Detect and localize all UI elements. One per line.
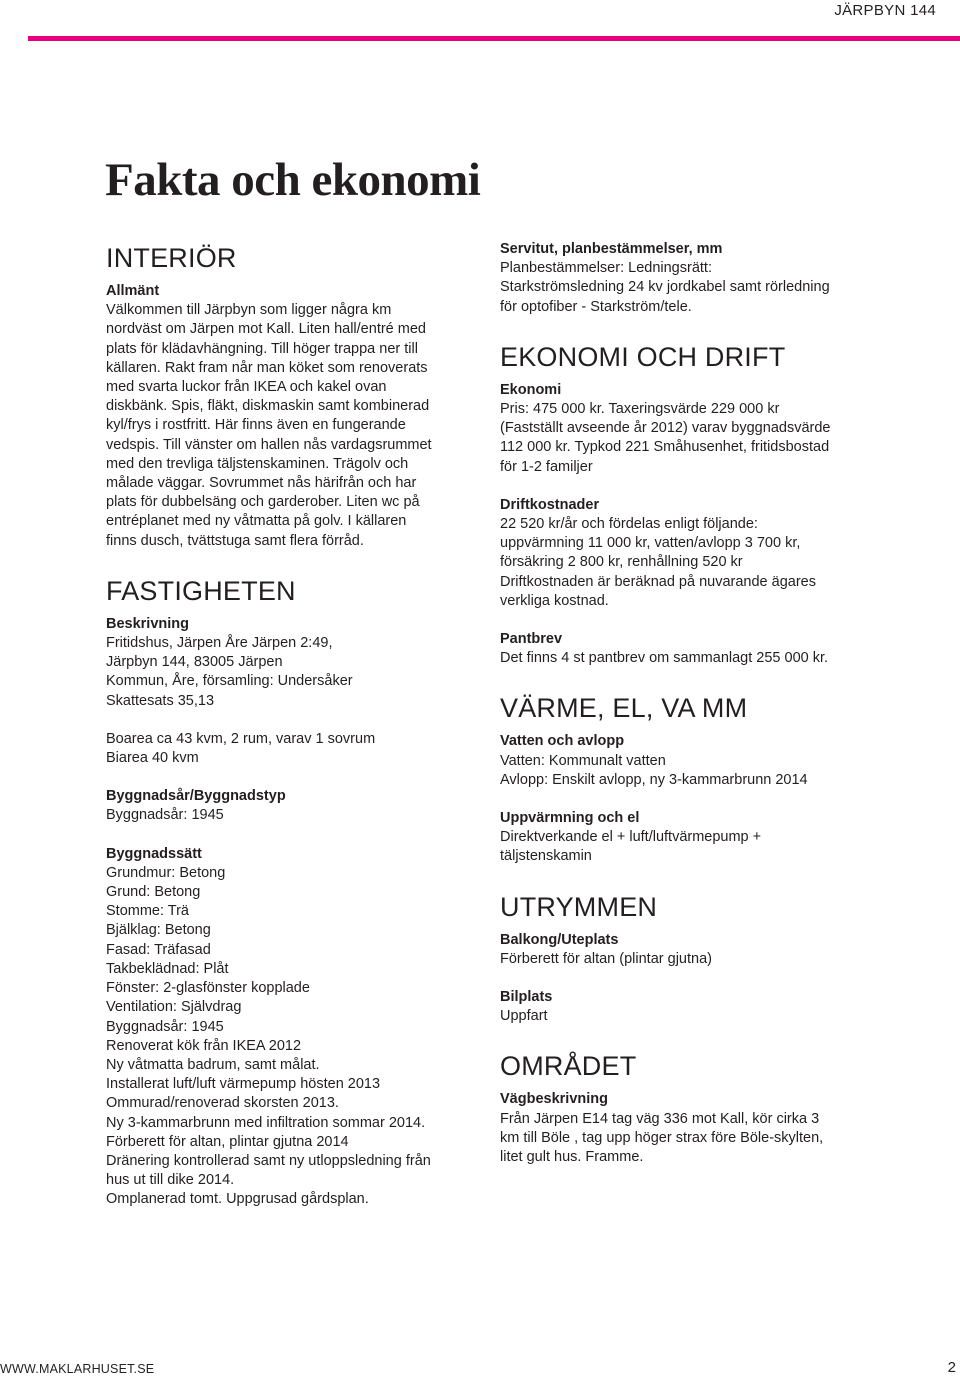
info-block: [500, 732, 880, 790]
body-text-line: Renoverat kök från IKEA 2012: [106, 1037, 302, 1054]
body-text-line: med svarta luckor från IKEA och kakel ovan: [106, 379, 387, 396]
body-text-line: källaren. Rakt fram når man köket som renoverats: [106, 359, 428, 376]
info-block: [500, 988, 880, 1026]
body-text-line: Boarea ca 43 kvm, 2 rum, varav 1 sovrum: [106, 730, 376, 747]
body-text-line: Grundmur: Betong: [106, 864, 226, 881]
body-text-line: Förberett för altan, plintar gjutna 2014: [106, 1133, 349, 1150]
body-text-line: entréplanet med ny våtmatta på golv. I källaren: [106, 513, 407, 530]
body-text-line: finns dusch, tvättstuga samt flera förråd.: [106, 532, 364, 549]
block-spacer: [500, 790, 880, 809]
body-text-line: kyl/frys i rostfritt. Här finns även en fungerande: [106, 417, 406, 434]
info-block: [500, 809, 880, 867]
block-subheading: Driftkostnader: [500, 496, 600, 513]
body-text-line: Dränering kontrollerad samt ny utloppsledning från: [106, 1152, 431, 1169]
body-text-line: (Fastställt avseende år 2012) varav byggnadsvärde: [500, 420, 831, 437]
body-text-line: vedspis. Till vänster om hallen nås vardagsrummet: [106, 436, 432, 453]
block-spacer: [106, 768, 472, 787]
body-text-line: Fönster: 2-glasfönster kopplade: [106, 980, 310, 997]
block-spacer: [500, 969, 880, 988]
section-fastigheten: [106, 573, 472, 1210]
body-text-line: Ommurad/renoverad skorsten 2013.: [106, 1095, 339, 1112]
body-text-line: för optofiber - Starkström/tele.: [500, 298, 692, 315]
section-servitut-planbestammelser-mm: [500, 240, 880, 317]
body-text-line: Fritidshus, Järpen Åre Järpen 2:49,: [106, 635, 333, 652]
body-text-line: Fasad: Träfasad: [106, 941, 211, 958]
info-block: [500, 1090, 880, 1167]
body-text-line: Starkströmsledning 24 kv jordkabel samt rörledning: [500, 279, 830, 296]
page-title: Fakta och ekonomi: [105, 154, 481, 206]
block-subheading: Ekonomi: [500, 381, 562, 398]
block-subheading: Beskrivning: [106, 615, 189, 632]
body-text-line: uppvärmning 11 000 kr, vatten/avlopp 3 700 kr,: [500, 535, 801, 552]
section-heading: VÄRME, EL, VA MM: [500, 693, 748, 724]
body-text-line: försäkring 2 800 kr, renhållning 520 kr: [500, 554, 743, 571]
section-heading: INTERIÖR: [106, 243, 237, 273]
body-text-line: Byggnadsår: 1945: [106, 1018, 224, 1035]
body-text-line: verkliga kostnad.: [500, 592, 609, 609]
header-accent-rule: [28, 36, 960, 41]
info-block: [500, 630, 880, 668]
section-heading: UTRYMMEN: [500, 891, 658, 922]
block-subheading: Bilplats: [500, 989, 553, 1006]
body-text-line: diskbänk. Spis, fläkt, diskmaskin samt kombinerad: [106, 398, 430, 415]
body-text-line: 112 000 kr. Typkod 221 Småhusenhet, fritidsbostad: [500, 439, 830, 456]
body-text-line: med den trevliga täljstenskaminen. Trägolv och: [106, 455, 409, 472]
info-block: [106, 787, 472, 825]
info-block: [106, 282, 472, 551]
body-text-line: Planbestämmelser: Ledningsrätt:: [500, 260, 712, 277]
info-block: [500, 240, 880, 317]
info-block: [500, 381, 880, 477]
body-text-line: plats för dubbelsäng och garderober. Liten wc på: [106, 494, 420, 511]
body-text-line: Takbeklädnad: Plåt: [106, 960, 229, 977]
footer-website: WWW.MAKLARHUSET.SE: [0, 1362, 155, 1376]
running-header-title: JÄRPBYN 144: [834, 2, 936, 19]
body-text-line: Det finns 4 st pantbrev om sammanlagt 255 000 kr.: [500, 650, 829, 667]
block-subheading: Balkong/Uteplats: [500, 931, 619, 948]
section-spacer: [500, 668, 880, 690]
body-text-line: målade väggar. Sovrummet nås härifrån och har: [106, 475, 417, 492]
body-text-line: täljstenskamin: [500, 848, 592, 865]
body-text-line: Biarea 40 kvm: [106, 750, 199, 767]
info-block: [106, 845, 472, 1210]
body-text-line: litet gult hus. Framme.: [500, 1149, 644, 1166]
block-subheading: Servitut, planbestämmelser, mm: [500, 241, 723, 257]
section-heading: OMRÅDET: [500, 1051, 637, 1082]
section-varme-el-va-mm: [500, 690, 880, 866]
body-text-line: nordväst om Järpen mot Kall. Liten hall/entré med: [106, 321, 426, 338]
section-interior: [106, 240, 472, 551]
block-subheading: Byggnadssätt: [106, 845, 202, 862]
section-spacer: [500, 867, 880, 889]
body-text-line: Grund: Betong: [106, 884, 201, 901]
body-text-line: Stomme: Trä: [106, 903, 189, 920]
body-text-line: Ny våtmatta badrum, samt målat.: [106, 1056, 320, 1073]
info-block: [106, 615, 472, 711]
block-subheading: Vägbeskrivning: [500, 1091, 608, 1108]
block-spacer: [500, 477, 880, 496]
left-column: [106, 240, 472, 1210]
footer-page-number: 2: [947, 1359, 956, 1376]
body-text-line: 22 520 kr/år och fördelas enligt följande:: [500, 516, 758, 533]
body-text-line: Vatten: Kommunalt vatten: [500, 752, 666, 769]
body-text-line: plats för klädavhängning. Till höger trappa ner till: [106, 340, 418, 357]
body-text-line: Driftkostnaden är beräknad på nuvarande ägares: [500, 573, 816, 590]
block-subheading: Byggnadsår/Byggnadstyp: [106, 788, 286, 805]
block-subheading: Allmänt: [106, 283, 160, 299]
block-spacer: [106, 711, 472, 730]
body-text-line: Ventilation: Självdrag: [106, 999, 242, 1016]
block-spacer: [500, 611, 880, 630]
body-text-line: Avlopp: Enskilt avlopp, ny 3-kammarbrunn 2014: [500, 771, 808, 788]
body-text-line: Byggnadsår: 1945: [106, 807, 224, 824]
body-text-line: Skattesats 35,13: [106, 692, 215, 709]
section-ekonomi-och-drift: [500, 339, 880, 669]
body-text-line: Kommun, Åre, församling: Undersåker: [106, 673, 353, 690]
block-subheading: Uppvärmning och el: [500, 810, 640, 827]
body-text-line: Bjälklag: Betong: [106, 922, 211, 939]
body-text-line: Järpbyn 144, 83005 Järpen: [106, 654, 283, 671]
body-text-line: Pris: 475 000 kr. Taxeringsvärde 229 000 kr: [500, 401, 780, 418]
info-block: [106, 730, 472, 768]
right-column: [500, 240, 880, 1167]
body-text-line: för 1-2 familjer: [500, 458, 593, 475]
body-text-line: Välkommen till Järpbyn som ligger några km: [106, 302, 392, 319]
block-subheading: Pantbrev: [500, 631, 563, 648]
body-text-line: Direktverkande el + luft/luftvärmepump +: [500, 829, 762, 846]
section-omradet: [500, 1048, 880, 1167]
body-text-line: Ny 3-kammarbrunn med infiltration sommar 2014.: [106, 1114, 426, 1131]
section-spacer: [500, 317, 880, 339]
section-heading: FASTIGHETEN: [106, 575, 296, 606]
body-text-line: Omplanerad tomt. Uppgrusad gårdsplan.: [106, 1191, 369, 1208]
info-block: [500, 931, 880, 969]
section-spacer: [500, 1026, 880, 1048]
block-subheading: Vatten och avlopp: [500, 733, 625, 750]
body-text-line: Uppfart: [500, 1008, 548, 1025]
section-utrymmen: [500, 889, 880, 1027]
body-text-line: km till Böle , tag upp höger strax före Böle-skylten,: [500, 1129, 824, 1146]
body-text-line: Förberett för altan (plintar gjutna): [500, 950, 712, 967]
section-heading: EKONOMI OCH DRIFT: [500, 341, 786, 372]
body-text-line: Installerat luft/luft värmepump hösten 2013: [106, 1076, 381, 1093]
section-spacer: [106, 551, 472, 573]
body-text-line: Från Järpen E14 tag väg 336 mot Kall, kör cirka 3: [500, 1110, 820, 1127]
info-block: [500, 496, 880, 611]
body-text-line: hus ut till dike 2014.: [106, 1172, 235, 1189]
block-spacer: [106, 826, 472, 845]
